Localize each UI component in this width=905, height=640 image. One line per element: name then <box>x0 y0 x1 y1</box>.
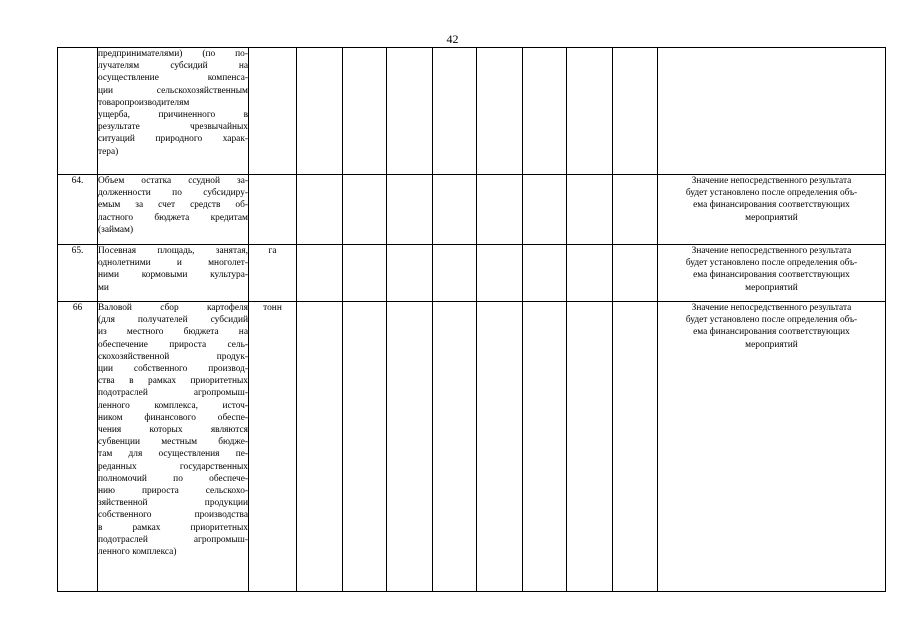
note-line: мероприятий <box>745 339 798 350</box>
indicator-name-line: обеспечение прироста сель- <box>98 339 248 350</box>
value-cell <box>567 245 613 302</box>
value-cell <box>433 175 477 245</box>
value-cell <box>567 302 613 592</box>
value-cell <box>387 175 433 245</box>
indicator-name-line: результате чрезвычайных <box>98 122 248 133</box>
value-cell <box>297 245 343 302</box>
note-line: ема финансирования соответствующих <box>693 200 850 211</box>
row-number: 66 <box>58 302 98 592</box>
indicator-name-line: реданных государственных <box>98 461 248 472</box>
indicators-table <box>57 47 886 592</box>
unit-cell: тонн <box>249 302 297 592</box>
note-line: будет установлено после определения объ- <box>685 315 858 326</box>
indicator-name <box>98 302 249 592</box>
indicator-name-line: однолетними и многолет- <box>98 258 248 269</box>
note-cell <box>658 302 886 592</box>
value-cell <box>297 302 343 592</box>
value-cell <box>343 48 387 175</box>
unit-cell: га <box>249 245 297 302</box>
indicator-name-line: скохозяйственной продук- <box>98 351 248 362</box>
indicator-name-line: тера) <box>98 146 119 157</box>
value-cell <box>523 175 567 245</box>
note-cell <box>658 245 886 302</box>
value-cell <box>433 48 477 175</box>
value-cell <box>523 245 567 302</box>
note-line: мероприятий <box>745 212 798 223</box>
indicator-name-line: ними кормовыми культура- <box>98 270 248 281</box>
value-cell <box>343 302 387 592</box>
value-cell <box>613 175 658 245</box>
indicator-name-line: собственного производства <box>98 510 248 521</box>
indicator-name-line: нию прироста сельскохо- <box>98 486 248 497</box>
value-cell <box>567 48 613 175</box>
indicator-name-line: долженности по субсидиру- <box>98 188 248 199</box>
table-row <box>58 48 886 175</box>
indicator-name-line: зяйственной продукции <box>98 498 248 509</box>
indicator-name-line: ства в рамках приоритетных <box>98 376 248 387</box>
value-cell <box>523 48 567 175</box>
row-number: 64. <box>58 175 98 245</box>
value-cell <box>477 302 523 592</box>
indicator-name <box>98 48 249 175</box>
note-line: будет установлено после определения объ- <box>685 188 858 199</box>
note-line: Значение непосредственного результата <box>691 176 852 186</box>
indicator-name-line: там для осуществления пе- <box>98 449 248 460</box>
indicator-name-line: в рамках приоритетных <box>98 522 248 533</box>
note-cell <box>658 48 886 175</box>
row-number: 65. <box>58 245 98 302</box>
indicator-name-line: Валовой сбор картофеля <box>98 303 248 313</box>
value-cell <box>387 48 433 175</box>
unit-cell <box>249 175 297 245</box>
value-cell <box>297 175 343 245</box>
page-number: 42 <box>446 32 459 46</box>
indicator-name <box>98 245 249 302</box>
indicator-name-line: ми <box>98 282 109 293</box>
note-line: мероприятий <box>745 282 798 293</box>
indicator-name-line: чения которых являются <box>98 425 248 436</box>
indicator-name-line: (займам) <box>98 224 134 235</box>
value-cell <box>387 245 433 302</box>
note-line: Значение непосредственного результата <box>691 246 852 256</box>
table-row <box>58 245 886 302</box>
value-cell <box>477 175 523 245</box>
value-cell <box>387 302 433 592</box>
indicator-name-line: из местного бюджета на <box>98 327 248 338</box>
indicator-name-line: подотраслей агропромыш- <box>98 388 248 399</box>
indicator-name-line: емым за счет средств об- <box>98 200 248 211</box>
indicator-name-line: ником финансового обеспе- <box>98 412 248 423</box>
value-cell <box>613 48 658 175</box>
indicator-name-line: предпринимателями) (по по- <box>98 49 248 59</box>
indicator-name-line: ущерба, причиненного в <box>98 110 248 121</box>
indicator-name-line: ластного бюджета кредитам <box>98 212 248 223</box>
value-cell <box>613 245 658 302</box>
value-cell <box>477 48 523 175</box>
table-row <box>58 302 886 592</box>
indicator-name-line: лучателям субсидий на <box>98 61 248 72</box>
indicator-name-line: Посевная площадь, занятая, <box>98 246 248 256</box>
value-cell <box>297 48 343 175</box>
indicator-name-line: ситуаций природного харак- <box>98 134 248 145</box>
note-line: будет установлено после определения объ- <box>685 258 858 269</box>
note-cell <box>658 175 886 245</box>
indicator-name-line: товаропроизводителям <box>98 97 190 108</box>
table-row <box>58 175 886 245</box>
indicator-name-line: ции сельскохозяйственным <box>98 85 248 96</box>
indicator-name-line: Объем остатка ссудной за- <box>98 176 248 186</box>
indicator-name-line: полномочий по обеспече- <box>98 473 248 484</box>
value-cell <box>477 245 523 302</box>
value-cell <box>523 302 567 592</box>
indicator-name <box>98 175 249 245</box>
indicator-name-line: субвенции местным бюдже- <box>98 437 248 448</box>
value-cell <box>343 245 387 302</box>
value-cell <box>343 175 387 245</box>
indicator-name-line: (для получателей субсидий <box>98 315 248 326</box>
indicator-name-line: ленного комплекса, источ- <box>98 400 248 411</box>
indicator-name-line: подотраслей агропромыш- <box>98 534 248 545</box>
value-cell <box>613 302 658 592</box>
unit-cell <box>249 48 297 175</box>
note-line: Значение непосредственного результата <box>691 303 852 313</box>
row-number <box>58 48 98 175</box>
indicator-name-line: ции собственного производ- <box>98 364 248 375</box>
note-line: ема финансирования соответствующих <box>693 327 850 338</box>
value-cell <box>433 245 477 302</box>
indicator-name-line: ленного комплекса) <box>98 547 177 558</box>
indicator-name-line: осуществление компенса- <box>98 73 248 84</box>
note-line: ема финансирования соответствующих <box>693 270 850 281</box>
value-cell <box>567 175 613 245</box>
value-cell <box>433 302 477 592</box>
